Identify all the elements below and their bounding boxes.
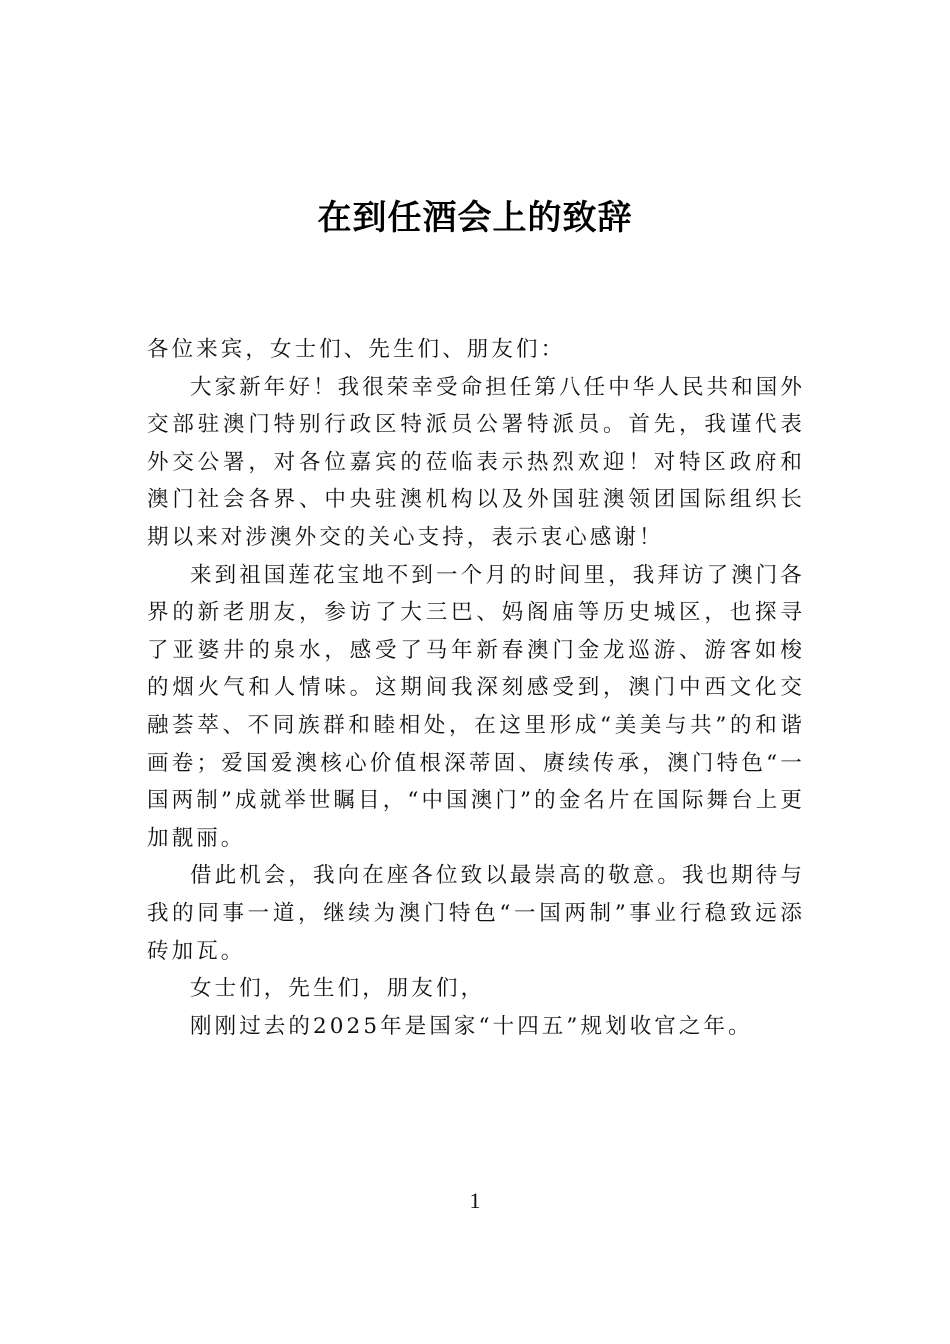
paragraph-5: 刚刚过去的2025年是国家“十四五”规划收官之年。 [190,1013,753,1039]
document-body [147,331,805,1045]
paragraph-2: 来到祖国莲花宝地不到一个月的时间里，我拜访了澳门各界的新老朋友，参访了大三巴、妈阁庙等历史城区，也探寻了亚婆井的泉水，感受了马年新春澳门金龙巡游、游客如梭的烟火气和人情味。这期间我深刻感受到，澳门中西文化交融荟萃、不同族群和睦相处，在这里形成“美美与共”的和谐画卷；爱国爱澳核心价值根深蒂固、赓续传承，澳门特色“一国两制”成就举世瞩目，“中国澳门”的金名片在国际舞台上更加靓丽。 [147,562,806,851]
salutation: 各位来宾，女士们、先生们、朋友们： [147,337,566,362]
page-title: 在到任酒会上的致辞 [317,198,633,238]
page-number: 1 [469,1188,481,1213]
paragraph-1: 大家新年好！我很荣幸受命担任第八任中华人民共和国外交部驻澳门特别行政区特派员公署特派员。首先，我谨代表外交公署，对各位嘉宾的莅临表示热烈欢迎！对特区政府和澳门社会各界、中央驻澳机构以及外国驻澳领团国际组织长期以来对涉澳外交的关心支持，表示衷心感谢！ [147,374,806,550]
paragraph-4: 女士们，先生们，朋友们， [190,976,486,1002]
paragraph-3: 借此机会，我向在座各位致以最崇高的敬意。我也期待与我的同事一道，继续为澳门特色“一国两制”事业行稳致远添砖加瓦。 [147,863,806,964]
